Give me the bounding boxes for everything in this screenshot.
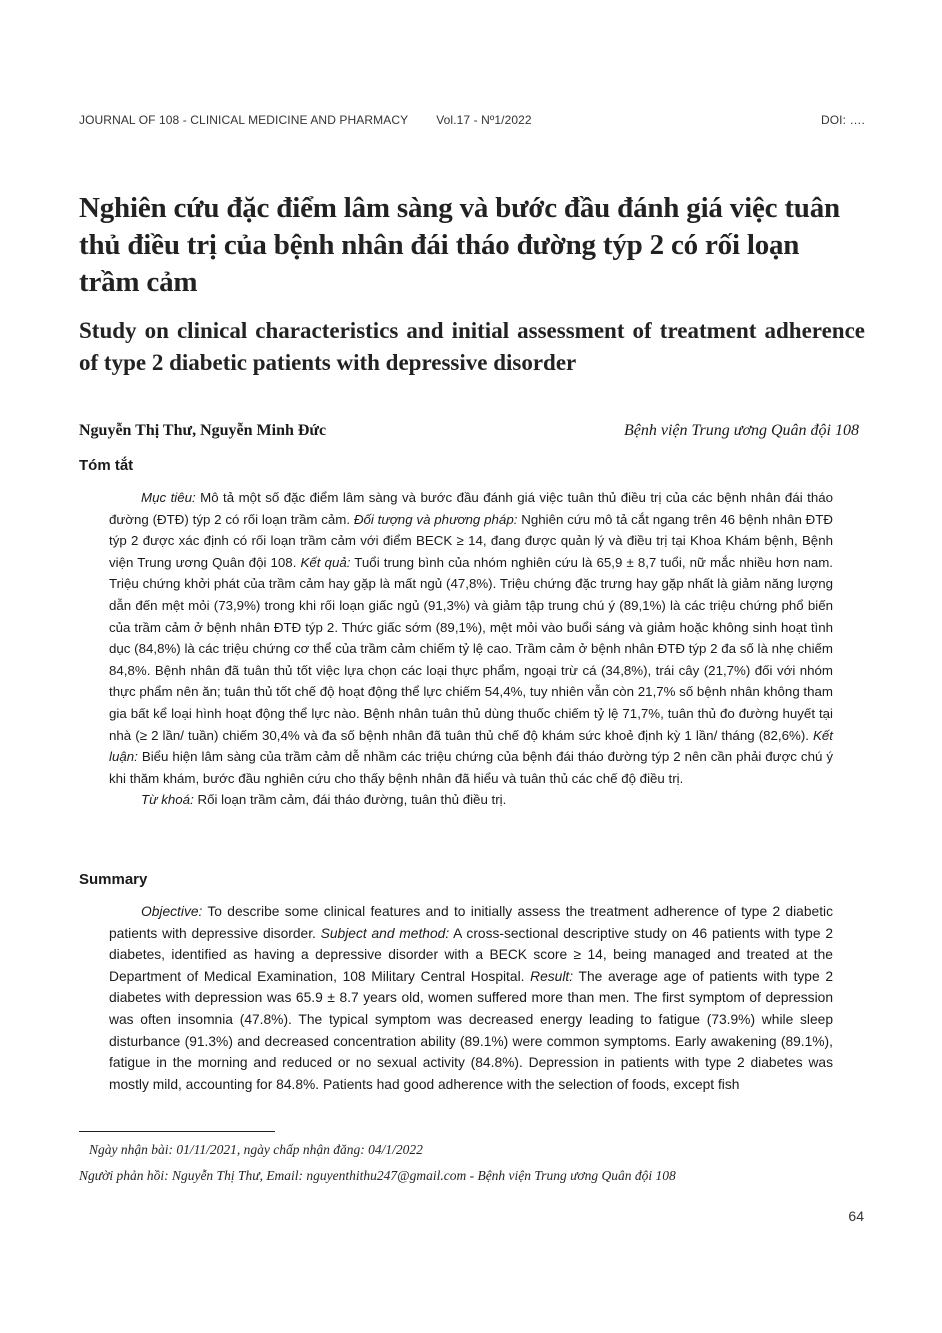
- label-objective: Objective:: [141, 904, 203, 919]
- title-english: Study on clinical characteristics and initial assessment of treatment adherence of type 2 diabetic patients with depressive disorder: [79, 318, 865, 375]
- keywords-vi: [109, 789, 833, 811]
- abstract-vietnamese: [109, 487, 833, 811]
- label-tu-khoa: Từ khoá:: [141, 792, 194, 808]
- text-objective: To describe some clinical features and to initially assess the treatment adherence of type 2 diabetic patients with depressive disorder.: [109, 904, 833, 941]
- running-header: [79, 110, 865, 130]
- affiliation: Bệnh viện Trung ương Quân đội 108: [623, 422, 859, 439]
- volume-info: Vol.17 - Nº1/2022: [436, 113, 532, 127]
- text-muc-tieu: Mô tả một số đặc điểm lâm sàng và bước đầu đánh giá việc tuân thủ điều trị của các bệnh nhân đái tháo đường (ĐTĐ) týp 2 có rối loạn trầm cảm.: [109, 490, 833, 527]
- abstract-vi-body: [109, 487, 833, 789]
- label-doi-tuong: Đối tượng và phương pháp:: [353, 511, 518, 527]
- text-subject: A cross-sectional descriptive study on 46 patients with type 2 diabetes, identified as having a depressive disorder with a BECK score ≥ 14, being managed and treated at the Department of Medical Examination, 108 Military Central Hospital.: [109, 925, 833, 984]
- text-result: The average age of patients with type 2 diabetes with depression was 65.9 ± 8.7 years old, women suffered more than men. The first symptom of depression was often insomnia (47.8%). The typical symptom was decreased energy leading to fatigue (73.9%) while sleep disturbance (91.3%) and decreased concentration ability (89.1%) were common symptoms. Early awakening (89.1%), fatigue in the morning and reduced or no sexual activity (84.8%). Depression in patients with type 2 diabetes was mostly mild, accounting for 84.8%. Patients had good adherence with the selection of foods, except fish: [109, 968, 833, 1092]
- heading-summary: Summary: [79, 871, 148, 888]
- text-tu-khoa: Rối loạn trầm cảm, đái tháo đường, tuân thủ điều trị.: [193, 792, 507, 808]
- journal-name: JOURNAL OF 108 - CLINICAL MEDICINE AND PHARMACY: [79, 113, 409, 127]
- label-subject: Subject and method:: [320, 925, 450, 941]
- abstract-en-body: [109, 901, 833, 1095]
- footnote-reviewer: Người phản hồi: Nguyễn Thị Thư, Email: nguyenthithu247@gmail.com - Bệnh viện Trung ương Quân đội 108: [79, 1168, 676, 1183]
- doi-label: DOI: ….: [820, 113, 865, 127]
- byline: [79, 420, 859, 442]
- heading-tom-tat: Tóm tắt: [79, 457, 134, 474]
- text-ket-qua: Tuổi trung bình của nhóm nghiên cứu là 65,9 ± 8,7 tuổi, nữ mắc nhiều hơn nam. Triệu chứng khởi phát của trầm cảm hay gặp là mất ngủ (47,8%). Triệu chứng đặc trưng hay gặp nhất là giảm năng lượng dẫn đến mệt mỏi (73,9%) trong khi rối loạn giấc ngủ (91,3%) và giảm tập trung chú ý (89,1%) là các triệu chứng phổ biến của trầm cảm ở bệnh nhân ĐTĐ týp 2. Thức giấc sớm (89,1%), mệt mỏi vào buổi sáng và giảm hoặc không sinh hoạt tình dục (84,8%) là các triệu chứng cơ thể của trầm cảm chiếm tỷ lệ cao. Trầm cảm ở bệnh nhân ĐTĐ týp 2 đa số là nhẹ chiếm 84,8%. Bệnh nhân đã tuân thủ tốt việc lựa chọn các loại thực phẩm, ngoại trừ cá (34,8%), trái cây (21,7%) đối với nhóm thực phẩm nên ăn; tuân thủ tốt chế độ hoạt động thể lực chiếm 54,4%, tuy nhiên vẫn còn 21,7% số bệnh nhân không tham gia bất kể loại hình hoạt động thể lực nào. Bệnh nhân tuân thủ dùng thuốc chiếm tỷ lệ 71,7%, tuân thủ đo đường huyết tại nhà (≥ 2 lần/ tuần) chiếm 30,4% và đa số bệnh nhân đã tuân thủ chế độ khám sức khoẻ định kỳ 1 lần/ tháng (82,6%).: [109, 554, 833, 743]
- label-ket-qua: Kết quả:: [300, 554, 351, 570]
- title-vietnamese: Nghiên cứu đặc điểm lâm sàng và bước đầu đánh giá việc tuân thủ điều trị của bệnh nhân đái tháo đường týp 2 có rối loạn trầm cảm: [79, 192, 840, 298]
- authors: Nguyễn Thị Thư, Nguyễn Minh Đức: [79, 422, 327, 439]
- label-result: Result:: [530, 968, 574, 984]
- abstract-english: [109, 901, 833, 1095]
- footnote-divider: [79, 1131, 275, 1132]
- label-muc-tieu: Mục tiêu:: [141, 490, 196, 505]
- footnote-received: Ngày nhận bài: 01/11/2021, ngày chấp nhận đăng: 04/1/2022: [89, 1142, 423, 1157]
- text-doi-tuong: Nghiên cứu mô tả cắt ngang trên 46 bệnh nhân ĐTĐ týp 2 được xác định có rối loạn trầm cảm với điểm BECK ≥ 14, đang được quản lý và điều trị tại Khoa Khám bệnh, Bệnh viện Trung ương Quân đội 108.: [109, 511, 833, 570]
- text-ket-luan: Biểu hiện lâm sàng của trầm cảm dễ nhầm các triệu chứng của bệnh đái tháo đường týp 2 nên cần phải được chú ý khi thăm khám, bước đầu nghiên cứu cho thấy bệnh nhân đã hiểu và tuân thủ các chế độ điều trị.: [109, 749, 833, 786]
- page-number: 64: [848, 1208, 864, 1224]
- label-ket-luan: Kết luận:: [109, 727, 833, 765]
